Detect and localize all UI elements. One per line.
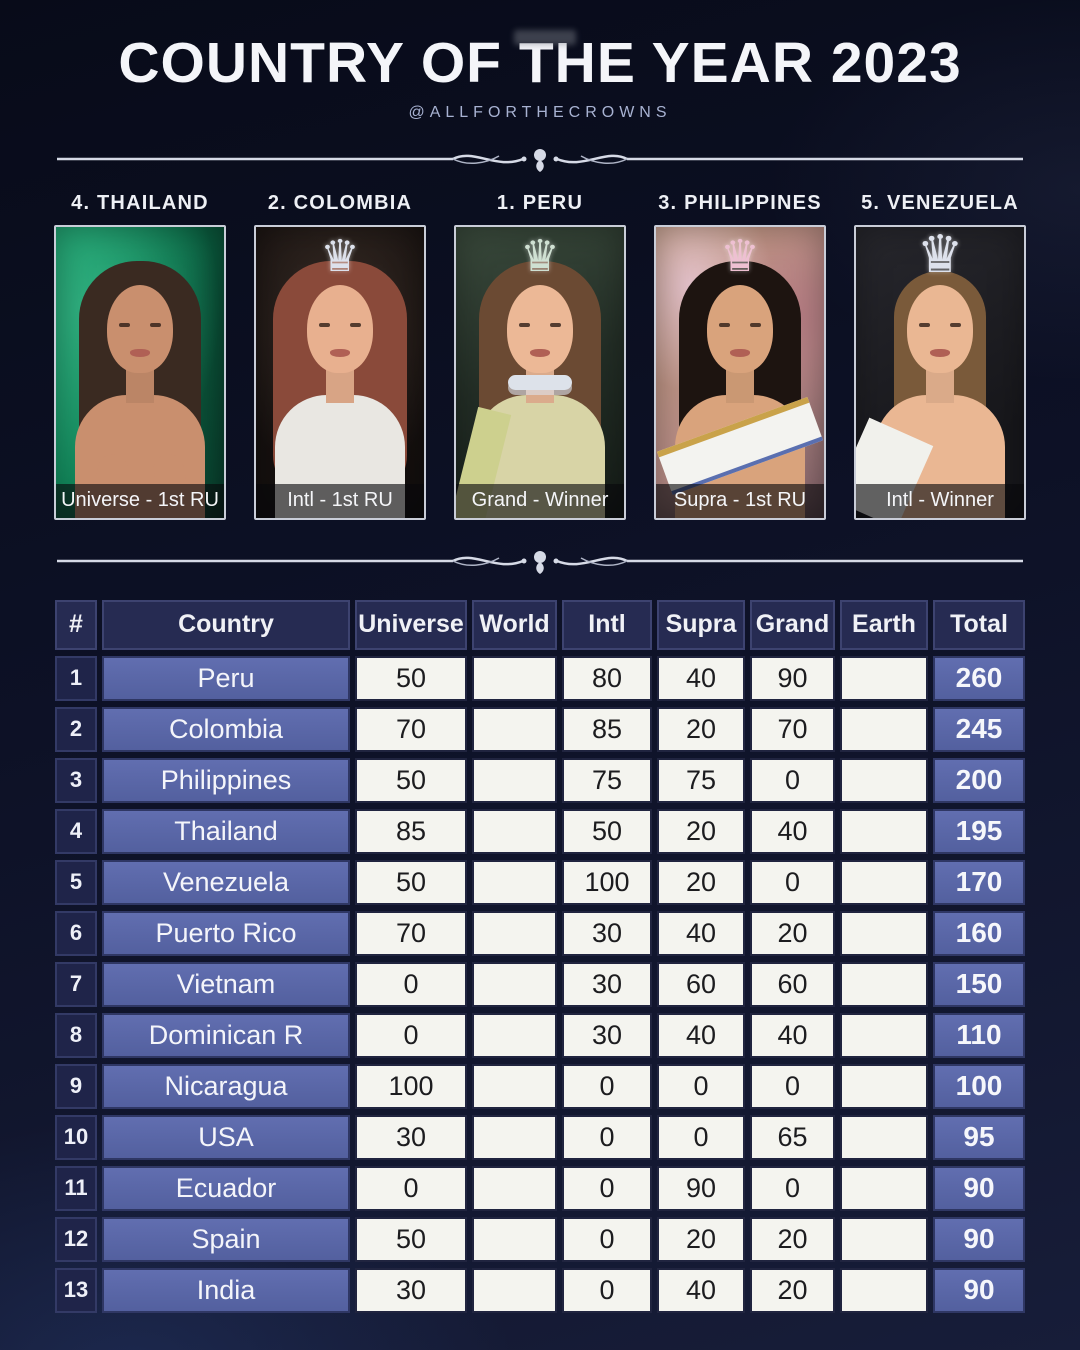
score-cell-earth [840, 1217, 928, 1262]
score-cell-grand: 0 [750, 1064, 835, 1109]
total-cell: 160 [933, 911, 1025, 956]
total-cell: 100 [933, 1064, 1025, 1109]
score-cell-supra: 20 [657, 707, 745, 752]
contestant-card-thailand [54, 192, 226, 520]
score-cell-intl: 0 [562, 1115, 652, 1160]
rank-cell: 12 [55, 1217, 97, 1262]
col-header-total: Total [933, 600, 1025, 650]
photo-caption: Intl - 1st RU [256, 484, 424, 518]
score-cell-world [472, 1217, 557, 1262]
score-cell-earth [840, 860, 928, 905]
lips-shape [730, 349, 750, 357]
score-cell-universe: 50 [355, 1217, 467, 1262]
score-cell-earth [840, 809, 928, 854]
score-cell-universe: 0 [355, 1013, 467, 1058]
score-cell-intl: 85 [562, 707, 652, 752]
page-title: COUNTRY OF THE YEAR 2023 [118, 31, 962, 95]
total-cell: 95 [933, 1115, 1025, 1160]
rank-cell: 6 [55, 911, 97, 956]
score-cell-world [472, 809, 557, 854]
eye-shape [319, 323, 330, 327]
score-cell-earth [840, 707, 928, 752]
photo-caption: Grand - Winner [456, 484, 624, 518]
total-cell: 90 [933, 1268, 1025, 1313]
rank-cell: 3 [55, 758, 97, 803]
score-cell-universe: 30 [355, 1268, 467, 1313]
contestant-card-philippines [654, 192, 826, 520]
contestant-rank-label: 2. COLOMBIA [267, 191, 413, 214]
score-cell-earth [840, 1013, 928, 1058]
score-cell-world [472, 656, 557, 701]
score-cell-world [472, 707, 557, 752]
score-cell-supra: 90 [657, 1166, 745, 1211]
contestants-row [0, 192, 1080, 520]
score-cell-grand: 90 [750, 656, 835, 701]
eye-shape [919, 323, 930, 327]
score-cell-world [472, 962, 557, 1007]
contestant-card-peru [454, 192, 626, 520]
col-header-grand: Grand [750, 600, 835, 650]
photo-caption: Universe - 1st RU [56, 484, 224, 518]
contestant-rank-label: 1. PERU [496, 191, 584, 214]
score-cell-grand: 0 [750, 758, 835, 803]
score-cell-earth [840, 1064, 928, 1109]
contestant-card-colombia [254, 192, 426, 520]
score-cell-intl: 30 [562, 962, 652, 1007]
score-cell-earth [840, 1166, 928, 1211]
rank-cell: 10 [55, 1115, 97, 1160]
score-cell-earth [840, 656, 928, 701]
face-shape [907, 285, 973, 373]
rank-cell: 7 [55, 962, 97, 1007]
country-cell: Thailand [102, 809, 350, 854]
lips-shape [930, 349, 950, 357]
eye-shape [719, 323, 730, 327]
score-cell-grand: 20 [750, 1268, 835, 1313]
country-cell: Dominican R [102, 1013, 350, 1058]
header [0, 0, 1080, 122]
score-cell-world [472, 1115, 557, 1160]
contestant-rank-label: 3. PHILIPPINES [658, 191, 822, 214]
score-cell-earth [840, 758, 928, 803]
ornament-divider-bottom [55, 546, 1025, 576]
rank-cell: 5 [55, 860, 97, 905]
country-cell: Colombia [102, 707, 350, 752]
score-cell-grand: 0 [750, 860, 835, 905]
photo-caption: Supra - 1st RU [656, 484, 824, 518]
photo-caption: Intl - Winner [856, 484, 1024, 518]
contestant-photo [254, 225, 426, 520]
total-cell: 170 [933, 860, 1025, 905]
score-cell-world [472, 1166, 557, 1211]
score-cell-grand: 20 [750, 1217, 835, 1262]
score-cell-supra: 40 [657, 656, 745, 701]
score-cell-supra: 0 [657, 1115, 745, 1160]
col-header-intl: Intl [562, 600, 652, 650]
country-cell: Philippines [102, 758, 350, 803]
score-cell-universe: 100 [355, 1064, 467, 1109]
col-header-country: Country [102, 600, 350, 650]
score-cell-intl: 0 [562, 1217, 652, 1262]
total-cell: 245 [933, 707, 1025, 752]
score-cell-grand: 0 [750, 1166, 835, 1211]
eye-shape [950, 323, 961, 327]
score-cell-supra: 40 [657, 1013, 745, 1058]
contestant-photo [854, 225, 1026, 520]
contestant-photo [654, 225, 826, 520]
score-cell-world [472, 911, 557, 956]
rank-cell: 11 [55, 1166, 97, 1211]
score-cell-supra: 20 [657, 1217, 745, 1262]
score-cell-universe: 70 [355, 707, 467, 752]
score-cell-grand: 40 [750, 1013, 835, 1058]
score-cell-supra: 20 [657, 809, 745, 854]
crown-icon: ♛ [520, 231, 560, 281]
score-cell-universe: 85 [355, 809, 467, 854]
score-cell-universe: 70 [355, 911, 467, 956]
score-cell-earth [840, 911, 928, 956]
score-cell-universe: 0 [355, 1166, 467, 1211]
score-cell-intl: 0 [562, 1268, 652, 1313]
rank-cell: 13 [55, 1268, 97, 1313]
score-cell-earth [840, 1268, 928, 1313]
col-header-earth: Earth [840, 600, 928, 650]
crown-icon: ♛ [720, 231, 760, 281]
total-cell: 90 [933, 1166, 1025, 1211]
watermark-smudge [514, 30, 576, 45]
eye-shape [119, 323, 130, 327]
score-cell-supra: 40 [657, 1268, 745, 1313]
country-cell: Puerto Rico [102, 911, 350, 956]
total-cell: 150 [933, 962, 1025, 1007]
lips-shape [330, 349, 350, 357]
total-cell: 110 [933, 1013, 1025, 1058]
score-cell-supra: 0 [657, 1064, 745, 1109]
face-shape [107, 285, 173, 373]
contestant-rank-label: 5. VENEZUELA [861, 191, 1019, 214]
score-cell-world [472, 860, 557, 905]
score-cell-supra: 75 [657, 758, 745, 803]
score-cell-grand: 65 [750, 1115, 835, 1160]
score-cell-grand: 20 [750, 911, 835, 956]
score-cell-intl: 30 [562, 1013, 652, 1058]
contestant-photo [54, 225, 226, 520]
col-header-universe: Universe [355, 600, 467, 650]
eye-shape [350, 323, 361, 327]
score-cell-intl: 75 [562, 758, 652, 803]
country-cell: Ecuador [102, 1166, 350, 1211]
score-cell-universe: 50 [355, 758, 467, 803]
score-cell-grand: 40 [750, 809, 835, 854]
rank-cell: 9 [55, 1064, 97, 1109]
contestant-photo [454, 225, 626, 520]
col-header-rank: # [55, 600, 97, 650]
score-cell-supra: 60 [657, 962, 745, 1007]
face-shape [707, 285, 773, 373]
score-cell-universe: 0 [355, 962, 467, 1007]
country-cell: Peru [102, 656, 350, 701]
face-shape [307, 285, 373, 373]
crown-icon: ♛ [916, 225, 964, 284]
score-cell-grand: 60 [750, 962, 835, 1007]
crown-icon: ♛ [320, 231, 360, 281]
total-cell: 90 [933, 1217, 1025, 1262]
contestant-rank-label: 4. THAILAND [71, 191, 209, 214]
score-cell-universe: 50 [355, 656, 467, 701]
rank-cell: 1 [55, 656, 97, 701]
country-cell: Venezuela [102, 860, 350, 905]
country-cell: Vietnam [102, 962, 350, 1007]
ornament-divider-top [55, 144, 1025, 174]
country-cell: India [102, 1268, 350, 1313]
eye-shape [150, 323, 161, 327]
score-table [55, 600, 1025, 1313]
eye-shape [750, 323, 761, 327]
rank-cell: 2 [55, 707, 97, 752]
score-cell-intl: 50 [562, 809, 652, 854]
necklace-shape [508, 375, 572, 390]
score-cell-intl: 0 [562, 1064, 652, 1109]
score-cell-world [472, 1064, 557, 1109]
country-cell: Spain [102, 1217, 350, 1262]
score-cell-grand: 70 [750, 707, 835, 752]
rank-cell: 8 [55, 1013, 97, 1058]
score-cell-universe: 50 [355, 860, 467, 905]
score-cell-intl: 100 [562, 860, 652, 905]
score-cell-supra: 20 [657, 860, 745, 905]
lips-shape [130, 349, 150, 357]
contestant-card-venezuela [854, 192, 1026, 520]
lips-shape [530, 349, 550, 357]
author-handle: @ALLFORTHECROWNS [408, 103, 672, 121]
score-cell-world [472, 1268, 557, 1313]
total-cell: 260 [933, 656, 1025, 701]
score-cell-earth [840, 962, 928, 1007]
score-cell-world [472, 1013, 557, 1058]
total-cell: 195 [933, 809, 1025, 854]
country-cell: Nicaragua [102, 1064, 350, 1109]
score-cell-world [472, 758, 557, 803]
col-header-supra: Supra [657, 600, 745, 650]
country-cell: USA [102, 1115, 350, 1160]
eye-shape [550, 323, 561, 327]
eye-shape [519, 323, 530, 327]
score-cell-supra: 40 [657, 911, 745, 956]
total-cell: 200 [933, 758, 1025, 803]
score-cell-intl: 0 [562, 1166, 652, 1211]
score-cell-intl: 80 [562, 656, 652, 701]
score-cell-earth [840, 1115, 928, 1160]
rank-cell: 4 [55, 809, 97, 854]
face-shape [507, 285, 573, 373]
col-header-world: World [472, 600, 557, 650]
score-cell-intl: 30 [562, 911, 652, 956]
score-cell-universe: 30 [355, 1115, 467, 1160]
